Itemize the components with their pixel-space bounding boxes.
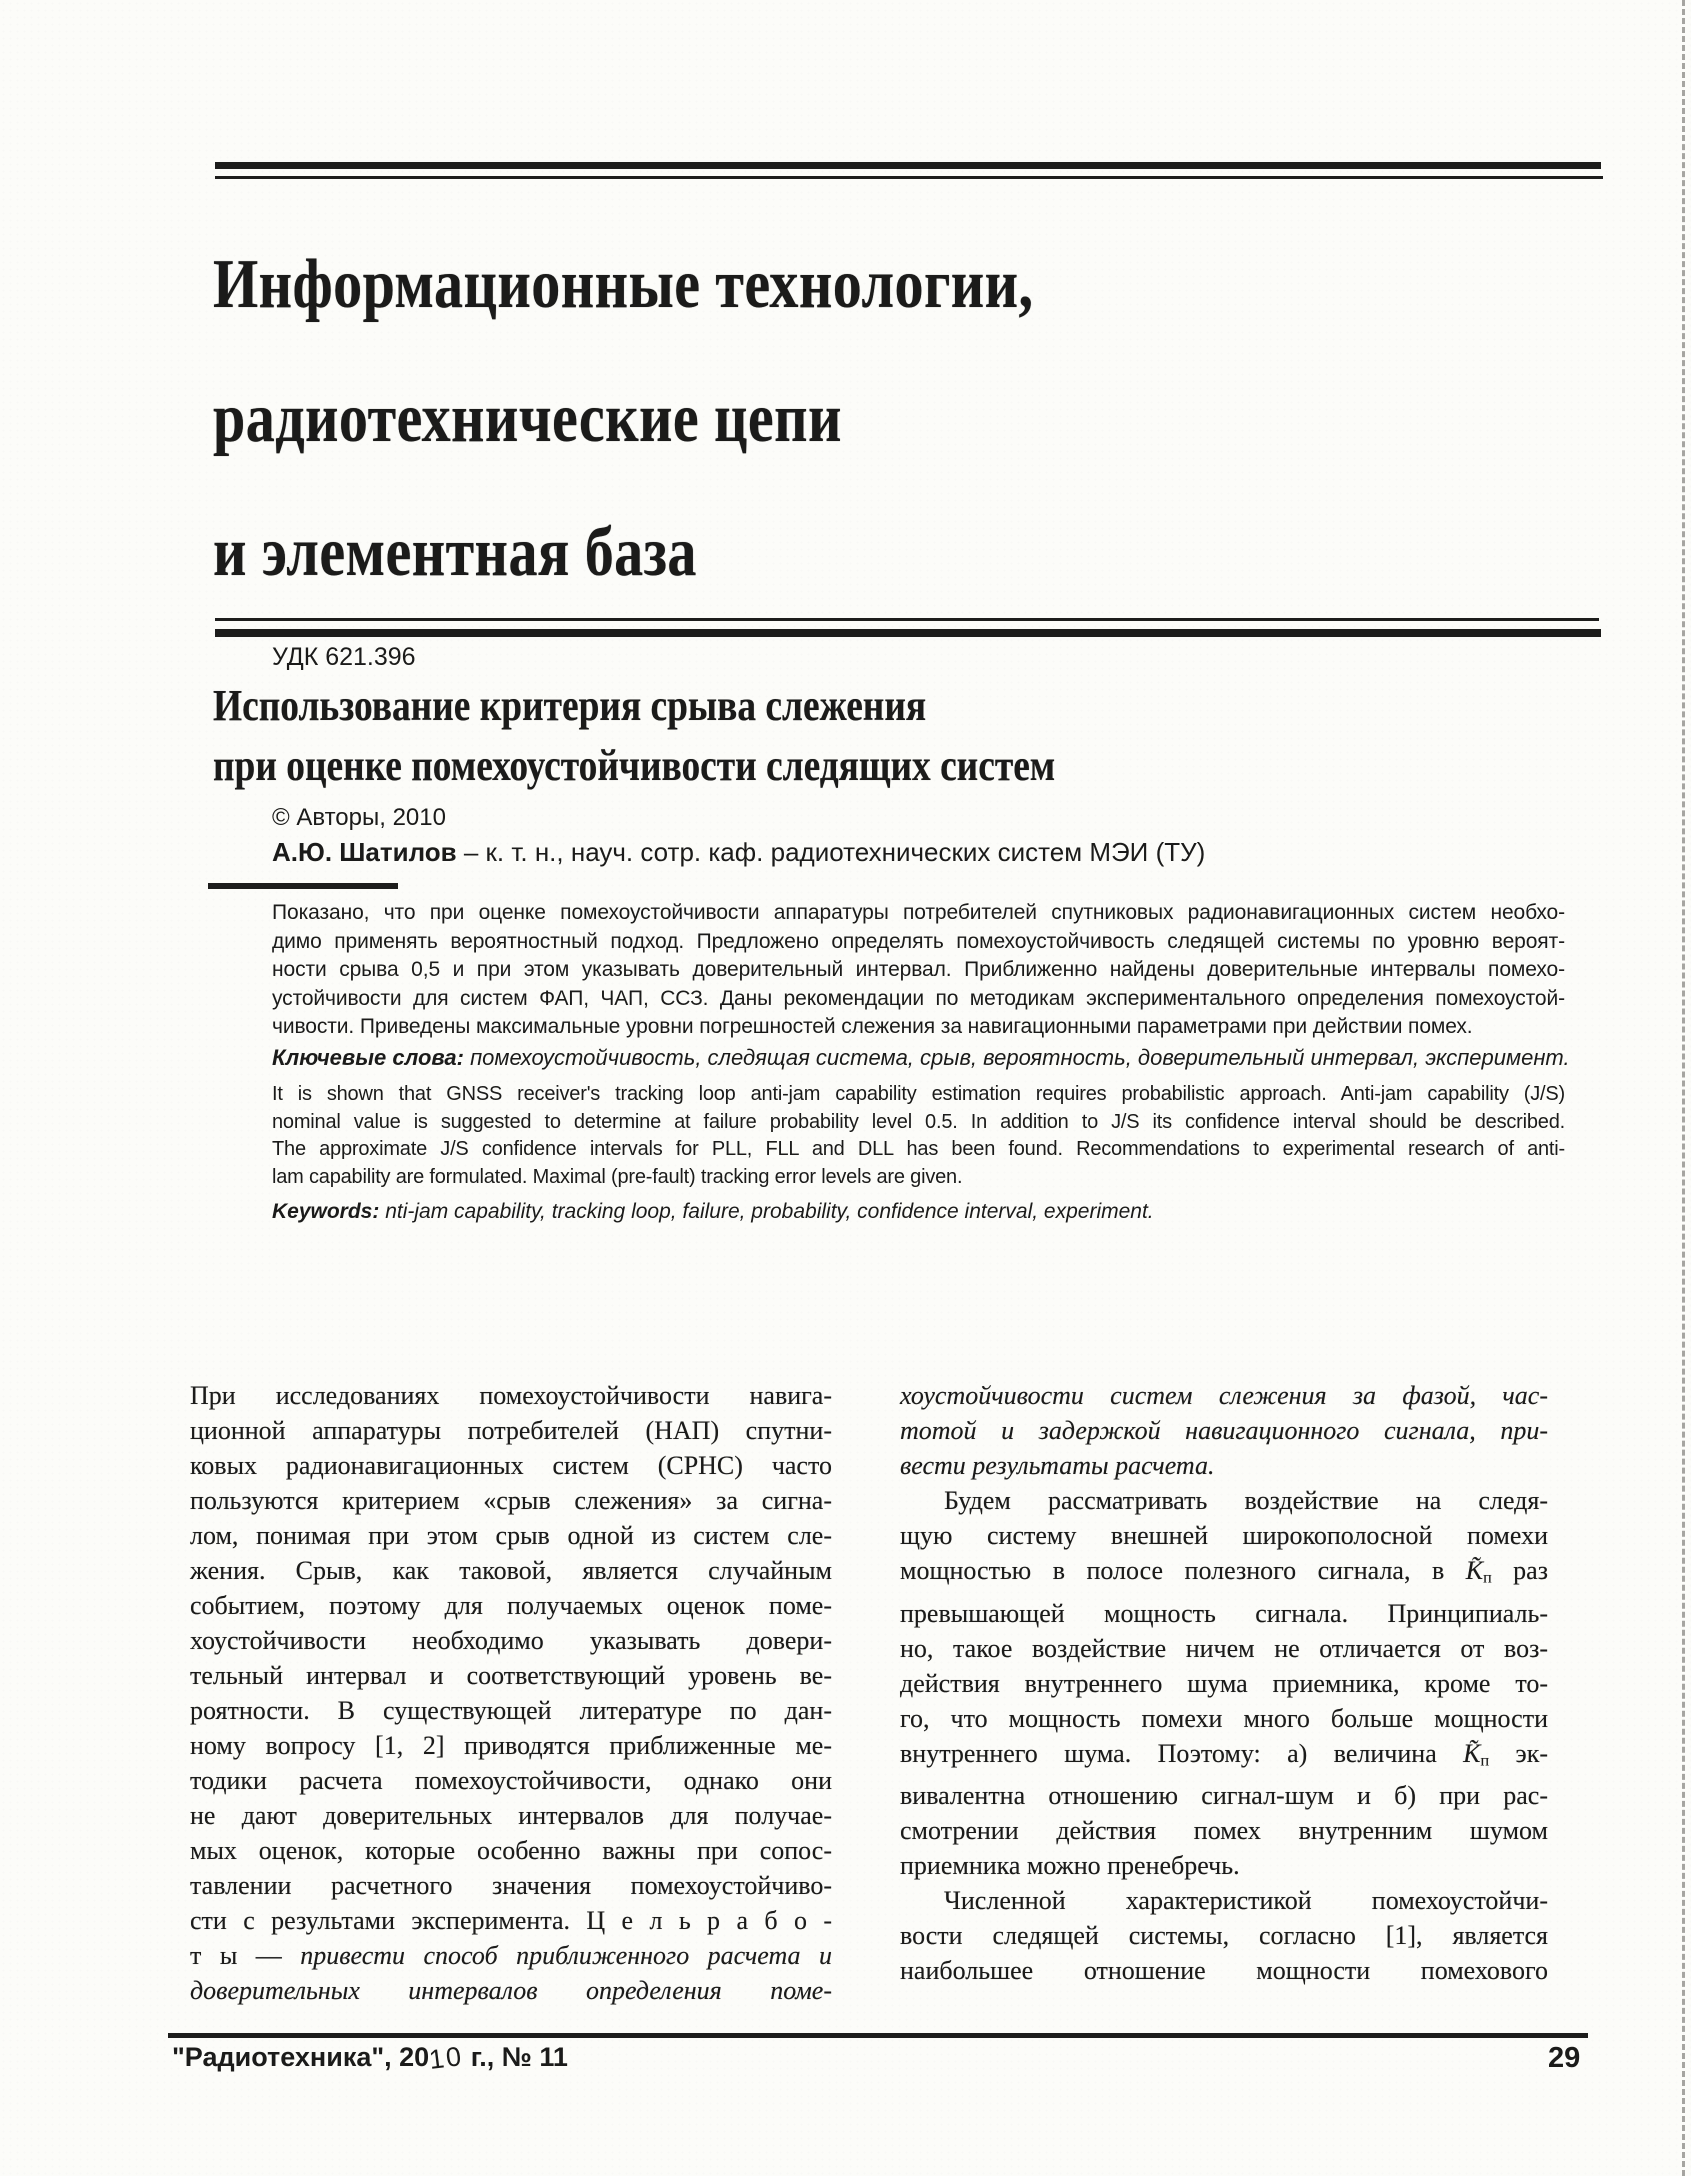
text-run: K̃	[1465, 1556, 1484, 1585]
text-run: смотрении действия помех внутренним шумом	[900, 1816, 1548, 1846]
text-line	[213, 352, 1375, 486]
text-run: помехоустойчивость, следящая система, срыв, вероятность, доверительный интервал, эксперимент.	[470, 1045, 1570, 1070]
text-run: Использование критерия срыва слежения	[213, 681, 927, 730]
text-line	[190, 1693, 832, 1728]
text-run: при оценке помехоустойчивости следящих систем	[213, 741, 1056, 790]
text-line	[900, 1631, 1548, 1666]
text-line	[900, 1736, 1548, 1779]
text-line	[272, 1081, 1565, 1109]
text-line	[900, 1778, 1548, 1813]
text-run: сти с результами эксперимента. Ц е л ь р а б о -	[190, 1906, 832, 1935]
abstract-english	[272, 1081, 1565, 1191]
author-divider-rule	[208, 883, 398, 889]
copyright-line: © Авторы, 2010	[272, 804, 446, 831]
text-run: тотой и задержкой навигационного сигнала, при-	[900, 1416, 1548, 1445]
text-run: nominal value is suggested to determine at failure probability level 0.5. In addition to J/S its confidence interval should be described.	[272, 1110, 1565, 1133]
text-line	[213, 486, 1375, 620]
text-line	[900, 1813, 1548, 1848]
text-line	[900, 1883, 1548, 1918]
text-line	[190, 1588, 832, 1623]
text-run: событием, поэтому для получаемых оценок поме-	[190, 1591, 832, 1620]
text-run: тодики расчета помехоустойчивости, однако они	[190, 1766, 832, 1795]
text-line	[900, 1701, 1548, 1736]
text-line	[900, 1448, 1548, 1483]
text-line	[213, 218, 1375, 352]
text-run: При исследованиях помехоустойчивости навига-	[190, 1381, 832, 1410]
text-line	[900, 1666, 1548, 1701]
text-line	[190, 1553, 832, 1588]
text-line	[272, 1109, 1565, 1137]
text-line	[272, 1013, 1565, 1042]
text-line	[213, 676, 1488, 736]
text-run: действия внутреннего шума приемника, кроме то-	[900, 1668, 1548, 1698]
text-run: Численной характеристикой помехоустойчи-	[944, 1886, 1548, 1916]
text-line	[900, 1596, 1548, 1631]
text-run: ковых радионавигационных систем (СРНС) часто	[190, 1451, 832, 1480]
text-run: димо применять вероятностный подход. Предложено определять помехоустойчивость следящей системы по уровню вероят-	[272, 929, 1565, 953]
text-run: Keywords:	[272, 1200, 386, 1223]
text-run: раз	[1491, 1556, 1548, 1585]
footer-rule	[168, 2033, 1588, 2038]
text-run: г., № 11	[463, 2042, 568, 2072]
text-line	[190, 1658, 832, 1693]
text-line	[190, 1518, 832, 1553]
text-line	[272, 899, 1565, 928]
text-run: п	[1483, 1569, 1492, 1587]
text-run: радиотехнические цепи	[213, 380, 842, 457]
text-run: пользуются критерием «срыв слежения» за сигна-	[190, 1486, 832, 1515]
text-run: хоустойчивости систем слежения за фазой, час-	[900, 1381, 1548, 1410]
text-line	[272, 985, 1565, 1014]
text-run: – к. т. н., науч. сотр. каф. радиотехнических систем МЭИ (ТУ)	[456, 837, 1206, 867]
text-run: привести способ приближенного расчета и	[300, 1941, 832, 1970]
text-run: It is shown that GNSS receiver's tracking loop anti-jam capability estimation requires probabilistic approach. Anti-jam capability (J/S)	[272, 1083, 1565, 1105]
text-line	[190, 1483, 832, 1518]
text-line	[190, 1728, 832, 1763]
article-title	[213, 676, 1488, 796]
text-line	[900, 1918, 1548, 1953]
text-run: ному вопросу [1, 2] приводятся приближенные ме-	[190, 1731, 832, 1760]
text-run: nti-jam capability, tracking loop, failure, probability, confidence interval, experiment.	[385, 1200, 1154, 1223]
text-line	[272, 956, 1565, 985]
text-line	[900, 1553, 1548, 1596]
text-line	[272, 1136, 1565, 1164]
text-line	[900, 1483, 1548, 1518]
text-run: роятности. В существующей литературе по дан-	[190, 1696, 832, 1725]
text-line	[190, 1763, 832, 1798]
text-run: тельный интервал и соответствующий уровень ве-	[190, 1661, 832, 1690]
text-line	[272, 1200, 1572, 1223]
text-run: вивалентна отношению сигнал-шум и б) при рас-	[900, 1781, 1548, 1811]
text-line	[190, 1623, 832, 1658]
text-run: и элементная база	[213, 514, 697, 591]
text-run: Ключевые слова:	[272, 1045, 471, 1070]
abstract-russian	[272, 899, 1565, 1042]
text-line	[213, 736, 1488, 796]
text-run: ности срыва 0,5 и при этом указывать доверительный интервал. Приближенно найдены доверительные интервалы помехо-	[272, 958, 1565, 982]
top-double-rule-thick	[215, 162, 1601, 169]
text-run: хоустойчивости необходимо указывать довери-	[190, 1626, 832, 1655]
text-run: Информационные технологии,	[213, 246, 1034, 323]
text-line	[190, 1973, 832, 2008]
keywords-english	[272, 1200, 1572, 1223]
body-column-right	[900, 1378, 1548, 1988]
text-run: лом, понимая при этом срыв одной из систем сле-	[190, 1521, 832, 1550]
text-line	[190, 1868, 832, 1903]
text-line	[900, 1848, 1548, 1883]
body-column-left	[190, 1378, 832, 2008]
text-run: го, что мощность помехи много больше мощности	[900, 1703, 1548, 1733]
text-line	[900, 1953, 1548, 1988]
text-run: А.Ю. Шатилов	[272, 837, 457, 867]
mid-double-rule-thick	[215, 629, 1601, 637]
keywords-russian	[272, 1046, 1622, 1070]
text-line	[900, 1518, 1548, 1553]
udc-label: УДК 621.396	[272, 643, 416, 671]
text-line	[190, 1448, 832, 1483]
text-run: т ы —	[190, 1941, 301, 1970]
text-run: ционной аппаратуры потребителей (НАП) спутни-	[190, 1416, 832, 1445]
text-run: lam capability are formulated. Maximal (pre-fault) tracking error levels are given.	[272, 1165, 963, 1188]
text-line	[272, 928, 1565, 957]
text-run: K̃	[1463, 1738, 1481, 1768]
text-run: The approximate J/S confidence intervals for PLL, FLL and DLL has been found. Recommendations to experimental research of anti-	[272, 1138, 1565, 1160]
text-line	[272, 838, 1572, 867]
text-line	[190, 1378, 832, 1413]
text-run: "Радиотехника", 20	[172, 2042, 430, 2072]
text-line	[272, 1046, 1622, 1070]
text-run: превышающей мощность сигнала. Принципиаль-	[900, 1598, 1548, 1628]
text-run: мощностью в полосе полезного сигнала, в	[900, 1556, 1466, 1585]
text-line	[172, 2043, 568, 2073]
text-run: устойчивости для систем ФАП, ЧАП, ССЗ. Даны рекомендации по методикам экспериментального определения помехоустой-	[272, 986, 1565, 1010]
text-run: 10	[427, 2041, 465, 2075]
text-run: эк-	[1489, 1738, 1548, 1768]
text-line	[190, 1413, 832, 1448]
text-run: п	[1480, 1752, 1490, 1770]
scan-edge-artifact	[1682, 0, 1685, 2176]
text-run: внутреннего шума. Поэтому: а) величина	[900, 1738, 1464, 1768]
text-run: вести результаты расчета.	[900, 1451, 1215, 1480]
text-line	[190, 1798, 832, 1833]
text-run: Будем рассматривать воздействие на следя-	[944, 1486, 1548, 1515]
text-run: Показано, что при оценке помехоустойчивости аппаратуры потребителей спутниковых радионавигационных систем необхо-	[272, 901, 1565, 924]
footer-page-number: 29	[1548, 2042, 1581, 2074]
footer-journal-title	[172, 2043, 568, 2073]
text-run: но, такое воздействие ничем не отличается от воз-	[900, 1633, 1548, 1663]
text-run: доверительных интервалов определения поме-	[190, 1976, 832, 2005]
text-line	[900, 1413, 1548, 1448]
text-line	[900, 1378, 1548, 1413]
text-line	[190, 1903, 832, 1938]
text-run: наибольшее отношение мощности помехового	[900, 1956, 1548, 1986]
mid-double-rule-thin	[215, 618, 1599, 621]
author-line	[272, 838, 1572, 867]
text-run: не дают доверительных интервалов для получае-	[190, 1801, 832, 1830]
text-line	[190, 1938, 832, 1973]
section-title	[213, 218, 1375, 620]
text-run: чивости. Приведены максимальные уровни погрешностей слежения за навигационными параметрами при действии помех.	[272, 1015, 1473, 1039]
text-run: приемника можно пренебречь.	[900, 1851, 1240, 1881]
text-run: тавлении расчетного значения помехоустойчиво-	[190, 1871, 832, 1900]
text-run: щую систему внешней широкополосной помехи	[900, 1521, 1548, 1550]
text-run: жения. Срыв, как таковой, является случайным	[190, 1556, 832, 1585]
text-run: мых оценок, которые особенно важны при сопос-	[190, 1836, 832, 1865]
top-double-rule-thin	[215, 176, 1603, 179]
text-line	[272, 1164, 1565, 1192]
text-line	[190, 1833, 832, 1868]
text-run: вости следящей системы, согласно [1], является	[900, 1921, 1548, 1951]
